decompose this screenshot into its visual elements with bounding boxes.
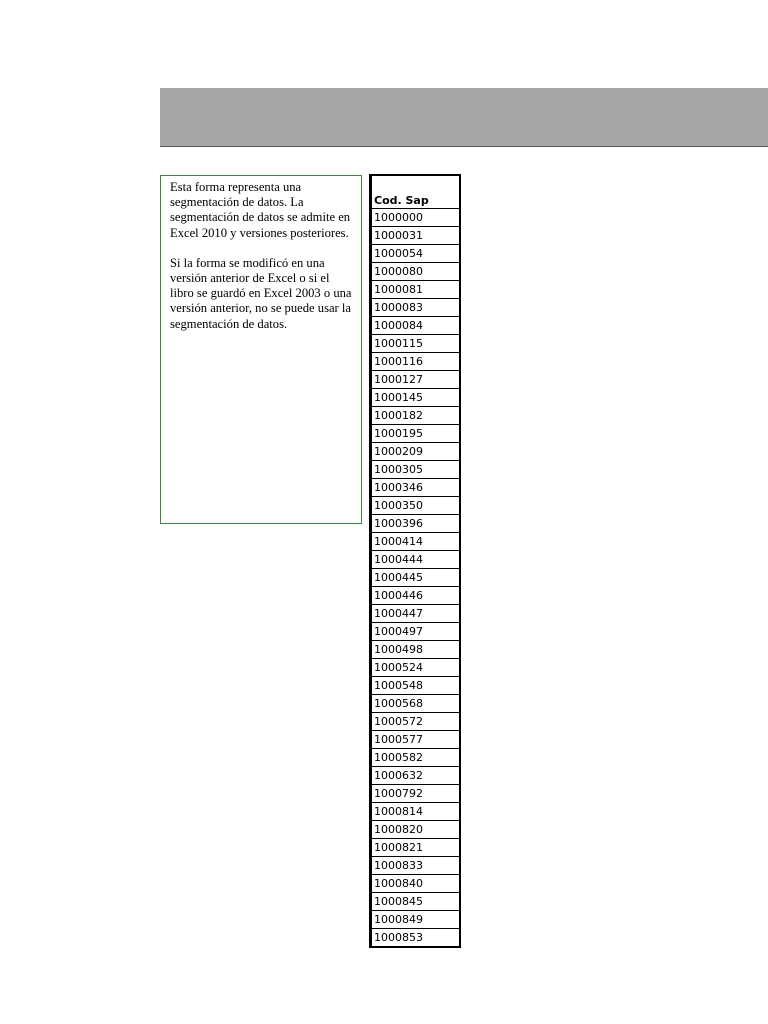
table-row (371, 604, 461, 622)
table-row (371, 442, 461, 460)
header-bar (160, 88, 768, 147)
cod-sap-cell[interactable]: 1000444 (371, 550, 461, 568)
cod-sap-cell[interactable]: 1000054 (371, 244, 461, 262)
slicer-placeholder-box (160, 175, 362, 524)
cod-sap-cell[interactable]: 1000446 (371, 586, 461, 604)
column-header-cod-sap[interactable]: Cod. Sap (371, 175, 461, 208)
cod-sap-cell[interactable]: 1000396 (371, 514, 461, 532)
table-row (371, 208, 461, 226)
cod-sap-cell[interactable]: 1000083 (371, 298, 461, 316)
table-row (371, 676, 461, 694)
cod-sap-cell[interactable]: 1000792 (371, 784, 461, 802)
cod-sap-cell[interactable]: 1000305 (371, 460, 461, 478)
table-row (371, 316, 461, 334)
cod-sap-cell[interactable]: 1000582 (371, 748, 461, 766)
cod-sap-cell[interactable]: 1000414 (371, 532, 461, 550)
table-row (371, 226, 461, 244)
cod-sap-cell[interactable]: 1000081 (371, 280, 461, 298)
table-row (371, 280, 461, 298)
table-row (371, 352, 461, 370)
cod-sap-cell[interactable]: 1000833 (371, 856, 461, 874)
cod-sap-cell[interactable]: 1000820 (371, 820, 461, 838)
slicer-notice-paragraph-2: Si la forma se modificó en una versión anterior de Excel o si el libro se guardó en Excel 2003 o una versión anterior, no se puede usar la segmentación de datos. (170, 255, 352, 331)
cod-sap-cell[interactable]: 1000840 (371, 874, 461, 892)
cod-sap-cell[interactable]: 1000209 (371, 442, 461, 460)
table-row (371, 550, 461, 568)
cod-sap-cell[interactable]: 1000084 (371, 316, 461, 334)
cod-sap-cell[interactable]: 1000568 (371, 694, 461, 712)
cod-sap-cell[interactable]: 1000577 (371, 730, 461, 748)
table-row (371, 694, 461, 712)
cod-sap-cell[interactable]: 1000445 (371, 568, 461, 586)
cod-sap-cell[interactable]: 1000115 (371, 334, 461, 352)
table-row (371, 478, 461, 496)
cod-sap-cell[interactable]: 1000080 (371, 262, 461, 280)
table-row (371, 532, 461, 550)
cod-sap-cell[interactable]: 1000524 (371, 658, 461, 676)
cod-sap-cell[interactable]: 1000572 (371, 712, 461, 730)
table-row (371, 820, 461, 838)
table-row (371, 910, 461, 928)
table-row (371, 388, 461, 406)
table-row (371, 244, 461, 262)
table-row (371, 334, 461, 352)
table-row (371, 838, 461, 856)
table-row (371, 586, 461, 604)
table-row (371, 622, 461, 640)
table-row (371, 730, 461, 748)
cod-sap-cell[interactable]: 1000127 (371, 370, 461, 388)
table-row (371, 568, 461, 586)
cod-sap-cell[interactable]: 1000498 (371, 640, 461, 658)
table-row (371, 262, 461, 280)
cod-sap-cell[interactable]: 1000849 (371, 910, 461, 928)
table-row (371, 856, 461, 874)
cod-sap-cell[interactable]: 1000632 (371, 766, 461, 784)
table-row (371, 928, 461, 947)
cod-sap-cell[interactable]: 1000447 (371, 604, 461, 622)
table-row (371, 496, 461, 514)
table-row (371, 658, 461, 676)
cod-sap-cell[interactable]: 1000548 (371, 676, 461, 694)
cod-sap-cell[interactable]: 1000350 (371, 496, 461, 514)
table-row (371, 514, 461, 532)
table-row (371, 640, 461, 658)
table-row (371, 424, 461, 442)
table-row (371, 460, 461, 478)
cod-sap-cell[interactable]: 1000845 (371, 892, 461, 910)
table-row (371, 298, 461, 316)
table-header-row (371, 175, 461, 208)
slicer-notice-paragraph-1: Esta forma representa una segmentación de datos. La segmentación de datos se admite en Excel 2010 y versiones posteriores. (170, 180, 351, 240)
cod-sap-cell[interactable]: 1000031 (371, 226, 461, 244)
table-row (371, 712, 461, 730)
cod-sap-cell[interactable]: 1000346 (371, 478, 461, 496)
table-row (371, 802, 461, 820)
table-row (371, 748, 461, 766)
cod-sap-table (369, 174, 461, 948)
table-row (371, 370, 461, 388)
cod-sap-cell[interactable]: 1000814 (371, 802, 461, 820)
cod-sap-cell[interactable]: 1000182 (371, 406, 461, 424)
table-body (371, 208, 461, 947)
cod-sap-cell[interactable]: 1000145 (371, 388, 461, 406)
table-row (371, 406, 461, 424)
cod-sap-cell[interactable]: 1000195 (371, 424, 461, 442)
table-row (371, 766, 461, 784)
table-row (371, 784, 461, 802)
cod-sap-cell[interactable]: 1000821 (371, 838, 461, 856)
cod-sap-cell[interactable]: 1000000 (371, 208, 461, 226)
table-row (371, 874, 461, 892)
table-row (371, 892, 461, 910)
cod-sap-cell[interactable]: 1000497 (371, 622, 461, 640)
cod-sap-cell[interactable]: 1000116 (371, 352, 461, 370)
cod-sap-cell[interactable]: 1000853 (371, 928, 461, 947)
